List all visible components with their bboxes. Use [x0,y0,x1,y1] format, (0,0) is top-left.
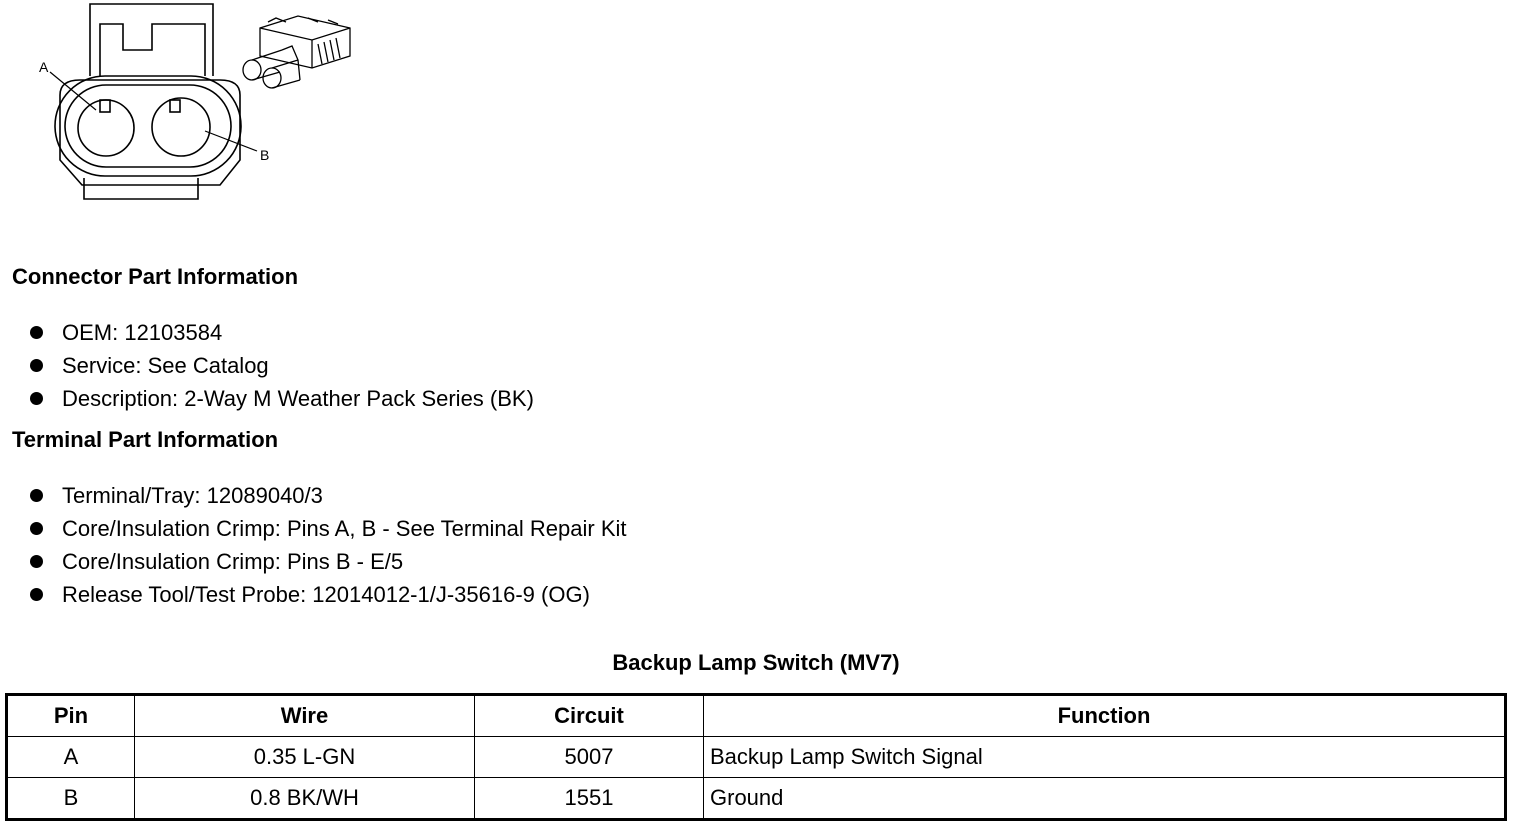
connector-inner-ring [65,85,231,167]
cell-wire: 0.35 L-GN [135,737,475,778]
pin-table [5,693,1507,821]
connector-part-info-list [28,316,534,415]
table-row [7,778,1506,820]
connector-latch-inner [100,24,205,76]
connector-bottom-tab [84,178,198,199]
column-header-pin: Pin [7,695,135,737]
list-item-text: Core/Insulation Crimp: Pins A, B - See Terminal Repair Kit [62,516,627,541]
pin-table-title: Backup Lamp Switch (MV7) [612,650,900,675]
list-item-text: Release Tool/Test Probe: 12014012-1/J-35616-9 (OG) [62,582,590,607]
cell-wire: 0.8 BK/WH [135,778,475,820]
pin-label-a: A [39,59,49,75]
bullet-icon [30,392,43,405]
cell-function: Ground [704,778,1506,820]
column-header-circuit: Circuit [475,695,704,737]
column-header-function: Function [704,695,1506,737]
bullet-icon [30,588,43,601]
bullet-icon [30,555,43,568]
list-item-text: Description: 2-Way M Weather Pack Series (BK) [62,386,534,411]
cavity-b [152,98,210,156]
terminal-part-info-heading: Terminal Part Information [12,427,279,452]
list-item-text: OEM: 12103584 [62,320,223,345]
table-row [7,737,1506,778]
cell-pin: A [7,737,135,778]
cell-pin: B [7,778,135,820]
cavity-b-key [170,100,180,112]
connector-part-info-heading: Connector Part Information [12,264,299,289]
connector-outer-shell [60,80,240,185]
cavity-a [78,100,134,156]
list-item [28,382,534,415]
bullet-icon [30,326,43,339]
bullet-icon [30,522,43,535]
list-item [28,578,627,611]
list-item-text: Terminal/Tray: 12089040/3 [62,483,323,508]
cell-circuit: 5007 [475,737,704,778]
bullet-icon [30,489,43,502]
connector-body [55,76,241,176]
list-item-text: Service: See Catalog [62,353,269,378]
list-item [28,545,627,578]
connector-thumbnail-illustration [238,14,368,94]
cell-circuit: 1551 [475,778,704,820]
terminal-part-info-list [28,479,627,611]
list-item [28,479,627,512]
column-header-wire: Wire [135,695,475,737]
cell-function: Backup Lamp Switch Signal [704,737,1506,778]
list-item [28,512,627,545]
cavity-a-key [100,100,110,112]
list-item [28,316,534,349]
pin-label-b: B [260,147,270,163]
table-header-row [7,695,1506,737]
bullet-icon [30,359,43,372]
list-item-text: Core/Insulation Crimp: Pins B - E/5 [62,549,404,574]
list-item [28,349,534,382]
